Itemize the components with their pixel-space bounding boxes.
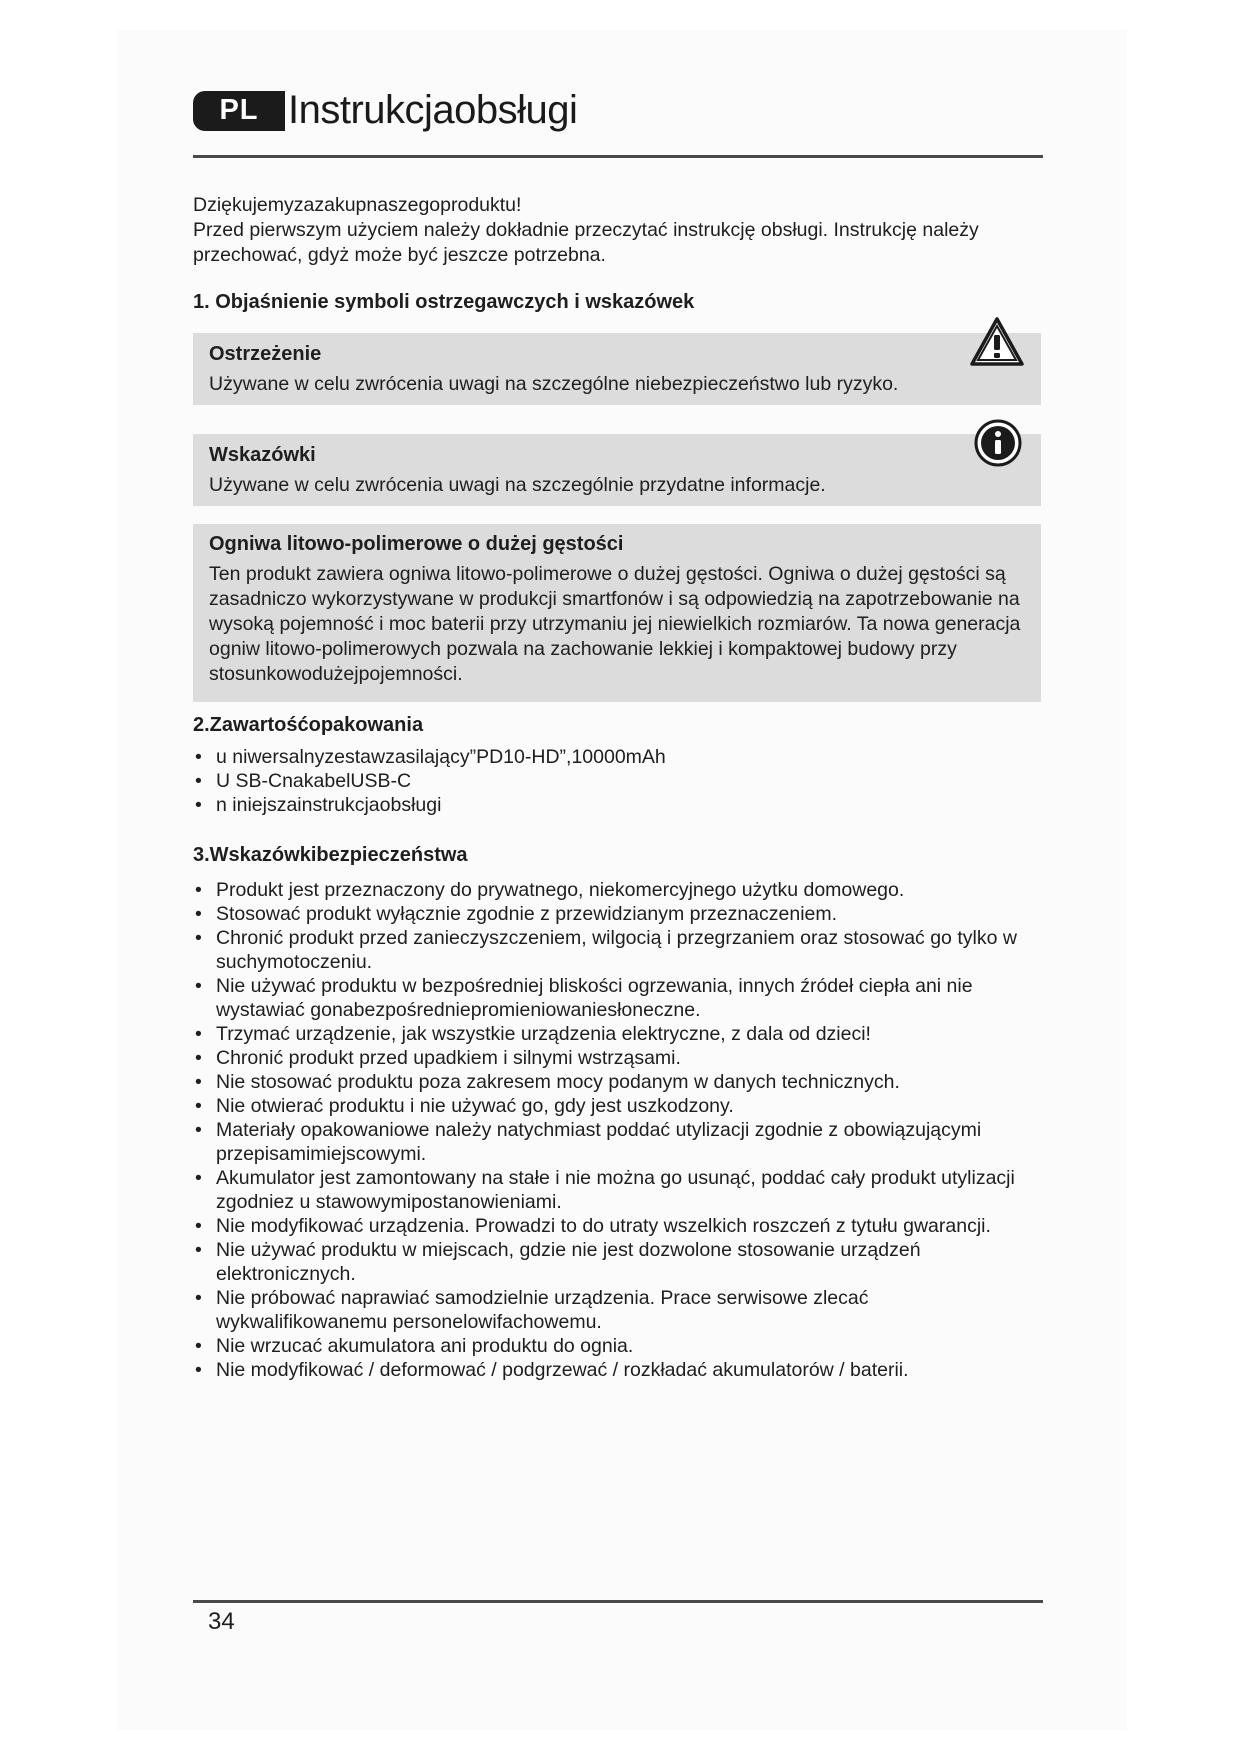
list-item: • Nie próbować naprawiać samodzielnie urządzenia. Prace serwisowe zlecać wykwalifikowanemu personelowifachowemu. (193, 1286, 1043, 1334)
list-item: • Chronić produkt przed upadkiem i silnymi wstrząsami. (193, 1046, 1043, 1070)
list-item: • Chronić produkt przed zanieczyszczeniem, wilgocią i przegrzaniem oraz stosować go tylko w suchymotoczeniu. (193, 926, 1043, 974)
list-item: • Nie modyfikować / deformować / podgrzewać / rozkładać akumulatorów / baterii. (193, 1358, 1043, 1382)
page-number: 34 (208, 1608, 235, 1635)
tips-box (193, 434, 1041, 506)
list-item: • Nie wrzucać akumulatora ani produktu do ognia. (193, 1334, 1043, 1358)
warning-text: Używane w celu zwrócenia uwagi na szczególne niebezpieczeństwo lub ryzyko. (209, 373, 899, 395)
intro-line: przechować, gdyż może być jeszcze potrzebna. (193, 244, 606, 266)
tips-text: Używane w celu zwrócenia uwagi na szczególnie przydatne informacje. (209, 474, 826, 496)
list-item: • u niwersalnyzestawzasilający”PD10-HD”,10000mAh (193, 745, 1053, 769)
lipo-text (209, 562, 1025, 687)
warning-box (193, 333, 1041, 405)
language-badge: PL (193, 91, 285, 131)
lipo-line: Ten produkt zawiera ogniwa litowo-polimerowe o dużej gęstości. Ogniwa o dużej gęstości są (209, 563, 1006, 585)
lipo-line: ogniw litowo-polimerowych pozwala na zachowanie lekkiej i kompaktowej budowy przy (209, 638, 957, 660)
page-title: Instrukcjaobsługi (288, 88, 578, 132)
list-item: • Stosować produkt wyłącznie zgodnie z przewidzianym przeznaczeniem. (193, 902, 1043, 926)
list-item: • U SB-CnakabelUSB-C (193, 769, 1053, 793)
list-item: • Nie używać produktu w miejscach, gdzie nie jest dozwolone stosowanie urządzeń elektronicznych. (193, 1238, 1043, 1286)
warning-title: Ostrzeżenie (209, 343, 322, 365)
package-contents-list (193, 745, 1053, 817)
section-3-heading: 3.Wskazówkibezpieczeństwa (193, 844, 468, 866)
lipo-line: wysoką pojemność i moc baterii przy utrzymaniu jej niewielkich rozmiarów. Ta nowa generacja (209, 613, 1021, 635)
page-header (193, 88, 577, 133)
list-item: • Nie otwierać produktu i nie używać go, gdy jest uszkodzony. (193, 1094, 1043, 1118)
intro-line: Dziękujemyzazakupnaszegoproduktu! (193, 194, 522, 216)
list-item: • Akumulator jest zamontowany na stałe i nie można go usunąć, poddać cały produkt utylizacji zgodniez u stawowymipostanowieniami. (193, 1166, 1043, 1214)
list-item: • Produkt jest przeznaczony do prywatnego, niekomercyjnego użytku domowego. (193, 878, 1043, 902)
lipo-title: Ogniwa litowo-polimerowe o dużej gęstości (209, 533, 624, 555)
list-item: • Nie stosować produktu poza zakresem mocy podanym w danych technicznych. (193, 1070, 1043, 1094)
footer-divider (193, 1600, 1043, 1603)
intro-line: Przed pierwszym użyciem należy dokładnie przeczytać instrukcję obsługi. Instrukcję należy (193, 219, 979, 241)
list-item: • Nie używać produktu w bezpośredniej bliskości ogrzewania, innych źródeł ciepła ani nie wystawiać gonabezpośredniepromieniowaniesłoneczne. (193, 974, 1043, 1022)
header-divider (193, 155, 1043, 158)
section-1-heading: 1. Objaśnienie symboli ostrzegawczych i wskazówek (193, 291, 695, 313)
warning-triangle-icon (969, 316, 1025, 368)
list-item: • Nie modyfikować urządzenia. Prowadzi to do utraty wszelkich roszczeń z tytułu gwarancji. (193, 1214, 1043, 1238)
lipo-info-box (193, 524, 1041, 702)
info-circle-icon (974, 419, 1022, 467)
list-item: • Trzymać urządzenie, jak wszystkie urządzenia elektryczne, z dala od dzieci! (193, 1022, 1043, 1046)
intro-text (193, 193, 1043, 268)
list-item: • n iniejszainstrukcjaobsługi (193, 793, 1053, 817)
safety-instructions-list (193, 878, 1043, 1382)
tips-title: Wskazówki (209, 444, 316, 466)
lipo-line: stosunkowodużejpojemności. (209, 663, 463, 685)
lipo-line: zasadniczo wykorzystywane w produkcji smartfonów i są odpowiedzią na zapotrzebowanie na (209, 588, 1020, 610)
section-2-heading: 2.Zawartośćopakowania (193, 714, 424, 736)
list-item: • Materiały opakowaniowe należy natychmiast poddać utylizacji zgodnie z obowiązującymi przepisamimiejscowymi. (193, 1118, 1043, 1166)
